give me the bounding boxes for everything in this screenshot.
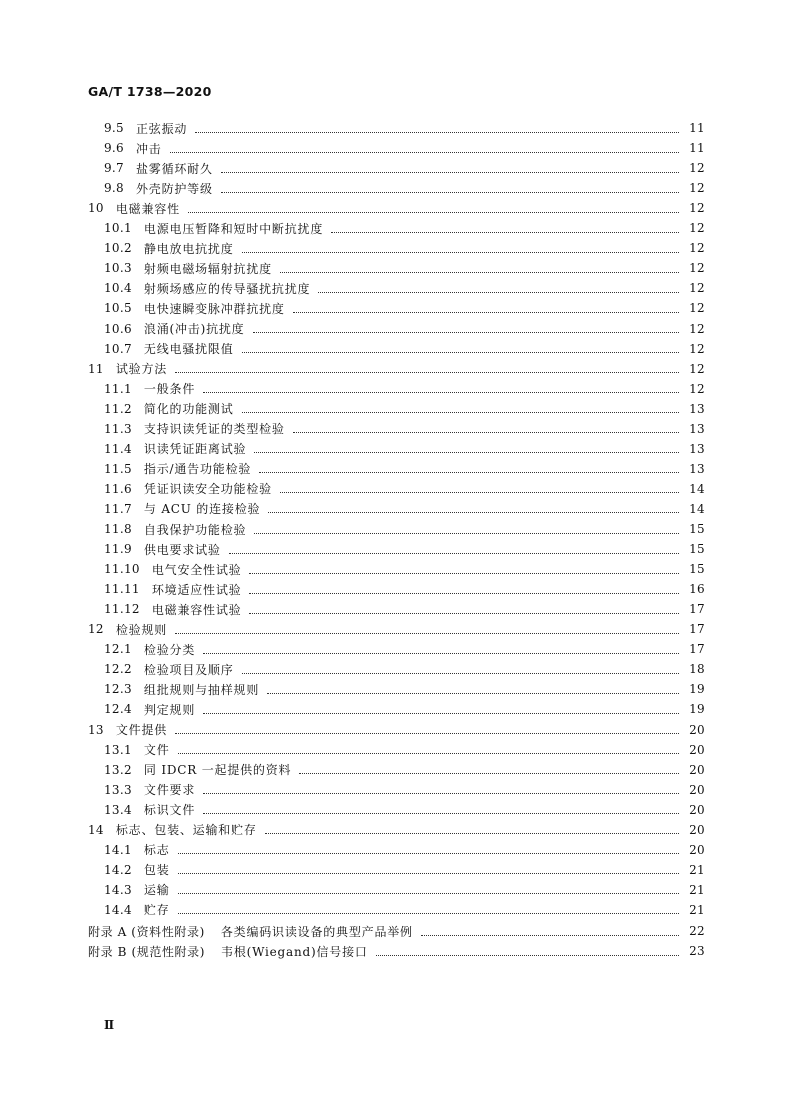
toc-section-entry[interactable]: [0, 741, 792, 759]
toc-entry-number: 11.6: [104, 481, 132, 496]
dot-leader: [249, 573, 679, 574]
toc-entry-page: 12: [689, 261, 705, 276]
toc-entry-title: 文件提供: [115, 723, 168, 737]
toc-entry-title: 电磁兼容性试验: [151, 602, 242, 617]
toc-entry-page: 20: [689, 842, 705, 857]
dot-leader: [175, 633, 679, 634]
toc-section-entry[interactable]: [0, 881, 792, 899]
toc-entry-title: 射频电磁场辐射抗扰度: [143, 261, 272, 276]
toc-entry-page: 20: [689, 762, 705, 777]
toc-section-entry[interactable]: [0, 841, 792, 859]
toc-section-entry[interactable]: [0, 640, 792, 658]
dot-leader: [175, 372, 679, 373]
toc-entry-page: 20: [689, 802, 705, 817]
toc-chapter-entry[interactable]: [0, 821, 792, 839]
toc-entry-title: 冲击: [135, 141, 162, 156]
toc-section-entry[interactable]: [0, 540, 792, 558]
toc-entry-number: 11.3: [104, 421, 132, 436]
toc-section-entry[interactable]: [0, 299, 792, 317]
toc-chapter-entry[interactable]: [0, 721, 792, 739]
toc-entry-number: 9.6: [104, 141, 124, 156]
toc-entry-number: 13.1: [104, 742, 132, 757]
toc-section-entry[interactable]: [0, 320, 792, 338]
toc-entry-title: 检验项目及顺序: [143, 662, 234, 677]
toc-entry-number: 11.9: [104, 542, 132, 557]
dot-leader: [221, 172, 679, 173]
dot-leader: [188, 212, 679, 213]
toc-entry-number: 11.4: [104, 441, 132, 456]
toc-entry-page: 12: [689, 161, 705, 176]
toc-section-entry[interactable]: [0, 380, 792, 398]
dot-leader: [195, 132, 679, 133]
toc-section-entry[interactable]: [0, 219, 792, 237]
toc-entry-title: 电源电压暂降和短时中断抗扰度: [143, 221, 324, 236]
toc-section-entry[interactable]: [0, 480, 792, 498]
dot-leader: [267, 693, 679, 694]
toc-entry-number: 14.1: [104, 842, 132, 857]
toc-entry-title: 标志: [143, 843, 170, 858]
toc-entry-title: 检验规则: [115, 622, 168, 637]
toc-entry-number: 11.5: [104, 461, 132, 476]
toc-entry-page: 15: [689, 522, 705, 536]
toc-entry-page: 13: [689, 401, 705, 416]
toc-entry-number: 12.2: [104, 662, 132, 677]
toc-section-entry[interactable]: [0, 600, 792, 618]
toc-entry-number: 10.1: [104, 221, 132, 236]
toc-entry-page: 17: [689, 602, 705, 617]
toc-section-entry[interactable]: [0, 139, 792, 157]
toc-entry-page: 12: [689, 281, 705, 296]
toc-entry-number: 12.3: [104, 682, 132, 697]
toc-entry-page: 15: [689, 562, 705, 577]
toc-entry-number: 14.3: [104, 882, 132, 897]
toc-appendix-entry[interactable]: [0, 922, 792, 940]
toc-section-entry[interactable]: [0, 680, 792, 698]
toc-entry-page: 19: [689, 702, 705, 717]
toc-entry-page: 13: [689, 421, 705, 436]
dot-leader: [331, 232, 679, 233]
appendix-page: 23: [689, 944, 705, 959]
dot-leader: [376, 955, 679, 956]
dot-leader: [178, 893, 679, 894]
toc-entry-title: 正弦振动: [135, 121, 188, 136]
dot-leader: [203, 392, 679, 393]
toc-entry-number: 14.2: [104, 862, 132, 877]
toc-entry-title: 同 IDCR 一起提供的资料: [143, 763, 292, 778]
dot-leader: [178, 873, 679, 874]
toc-entry-page: 12: [689, 341, 705, 356]
dot-leader: [242, 412, 679, 413]
toc-entry-title: 贮存: [143, 903, 170, 918]
appendix-title: 韦根(Wiegand)信号接口: [221, 944, 368, 959]
dot-leader: [178, 913, 679, 914]
toc-entry-number: 11.8: [104, 522, 132, 536]
toc-entry-title: 浪涌(冲击)抗扰度: [143, 322, 245, 336]
toc-entry-page: 12: [689, 321, 705, 336]
toc-entry-number: 13.4: [104, 802, 132, 817]
toc-entry-page: 13: [689, 441, 705, 456]
toc-entry-page: 21: [689, 902, 705, 917]
toc-entry-title: 电磁兼容性: [115, 201, 180, 216]
dot-leader: [299, 773, 679, 774]
dot-leader: [293, 432, 679, 433]
toc-entry-number: 10.7: [104, 341, 132, 356]
toc-entry-page: 12: [689, 361, 705, 376]
appendix-title: 各类编码识读设备的典型产品举例: [220, 924, 413, 939]
toc-entry-page: 12: [689, 201, 705, 216]
toc-entry-page: 21: [689, 862, 705, 877]
toc-entry-page: 12: [689, 221, 705, 236]
dot-leader: [170, 152, 679, 153]
toc-entry-page: 14: [689, 501, 705, 516]
dot-leader: [178, 853, 679, 854]
toc-section-entry[interactable]: [0, 159, 792, 177]
toc-entry-title: 试验方法: [115, 362, 168, 377]
dot-leader: [242, 352, 679, 353]
dot-leader: [249, 613, 679, 614]
dot-leader: [280, 492, 679, 493]
toc-entry-number: 11.11: [104, 582, 140, 597]
toc-section-entry[interactable]: [0, 279, 792, 297]
toc-section-entry[interactable]: [0, 801, 792, 819]
dot-leader: [203, 713, 679, 714]
dot-leader: [293, 312, 679, 313]
toc-entry-page: 12: [689, 301, 705, 316]
toc-entry-title: 支持识读凭证的类型检验: [143, 422, 285, 437]
toc-entry-number: 14: [88, 822, 104, 837]
dot-leader: [175, 733, 679, 734]
toc-entry-number: 12.1: [104, 642, 132, 657]
toc-section-entry[interactable]: [0, 660, 792, 678]
toc-entry-title: 与 ACU 的连接检验: [143, 502, 261, 517]
dot-leader: [254, 452, 679, 453]
toc-entry-title: 运输: [143, 883, 170, 898]
toc-entry-number: 13: [88, 722, 104, 737]
toc-entry-number: 11.7: [104, 501, 132, 516]
toc-section-entry[interactable]: [0, 119, 792, 137]
dot-leader: [229, 553, 679, 554]
toc-entry-title: 电气安全性试验: [151, 562, 242, 577]
document-code-header: GA/T 1738—2020: [88, 84, 212, 99]
toc-entry-title: 凭证识读安全功能检验: [143, 482, 272, 497]
toc-entry-page: 20: [689, 742, 705, 757]
toc-chapter-entry[interactable]: [0, 620, 792, 638]
toc-entry-title: 电快速瞬变脉冲群抗扰度: [143, 301, 285, 316]
toc-section-entry[interactable]: [0, 440, 792, 458]
dot-leader: [221, 192, 679, 193]
toc-entry-title: 标志、包装、运输和贮存: [115, 823, 257, 838]
toc-entry-number: 10.6: [104, 321, 132, 336]
toc-section-entry[interactable]: [0, 861, 792, 879]
dot-leader: [242, 673, 679, 674]
toc-entry-number: 12.4: [104, 702, 132, 717]
toc-section-entry[interactable]: [0, 781, 792, 799]
toc-chapter-entry[interactable]: [0, 360, 792, 378]
dot-leader: [318, 292, 679, 293]
toc-entry-number: 10: [88, 201, 104, 216]
toc-entry-title: 标识文件: [143, 803, 196, 818]
toc-section-entry[interactable]: [0, 580, 792, 598]
toc-section-entry[interactable]: [0, 179, 792, 197]
dot-leader: [268, 512, 679, 513]
toc-entry-number: 9.5: [104, 121, 124, 135]
toc-entry-title: 供电要求试验: [143, 542, 221, 557]
toc-entry-number: 14.4: [104, 902, 132, 917]
toc-entry-title: 一般条件: [143, 382, 196, 397]
toc-entry-page: 16: [689, 582, 705, 597]
toc-entry-number: 10.5: [104, 301, 132, 316]
toc-entry-number: 9.8: [104, 181, 124, 196]
toc-entry-title: 射频场感应的传导骚扰抗扰度: [143, 281, 311, 296]
toc-entry-number: 11.1: [104, 381, 132, 396]
toc-entry-page: 12: [689, 181, 705, 196]
toc-chapter-entry[interactable]: [0, 199, 792, 217]
toc-entry-number: 11.12: [104, 602, 140, 617]
toc-entry-page: 21: [689, 882, 705, 897]
toc-entry-page: 20: [689, 722, 705, 737]
appendix-page: 22: [689, 924, 705, 938]
toc-section-entry[interactable]: [0, 901, 792, 919]
toc-section-entry[interactable]: [0, 560, 792, 578]
toc-entry-title: 外壳防护等级: [135, 181, 213, 196]
toc-entry-number: 11.2: [104, 401, 132, 416]
toc-entry-title: 静电放电抗扰度: [143, 241, 234, 256]
toc-entry-page: 20: [689, 782, 705, 797]
toc-entry-page: 18: [689, 662, 705, 677]
toc-entry-number: 13.2: [104, 762, 132, 777]
toc-entry-page: 13: [689, 461, 705, 476]
toc-entry-page: 11: [689, 141, 705, 156]
toc-section-entry[interactable]: [0, 520, 792, 538]
dot-leader: [253, 332, 680, 333]
toc-entry-title: 简化的功能测试: [143, 402, 234, 417]
toc-section-entry[interactable]: [0, 761, 792, 779]
appendix-label: 附录 B (规范性附录): [88, 944, 206, 959]
dot-leader: [249, 593, 679, 594]
toc-entry-number: 10.3: [104, 261, 132, 276]
toc-entry-title: 文件要求: [143, 783, 196, 798]
toc-entry-title: 检验分类: [143, 642, 196, 657]
toc-entry-number: 11: [88, 361, 104, 376]
toc-entry-page: 12: [689, 381, 705, 396]
dot-leader: [259, 472, 679, 473]
toc-entry-title: 自我保护功能检验: [143, 522, 247, 537]
toc-entry-page: 14: [689, 481, 705, 496]
dot-leader: [203, 793, 679, 794]
toc-entry-page: 11: [689, 121, 705, 135]
toc-entry-number: 13.3: [104, 782, 132, 797]
toc-entry-title: 文件: [143, 743, 170, 758]
toc-entry-page: 17: [689, 622, 705, 637]
page-number-footer: Ⅱ: [104, 1018, 115, 1032]
appendix-label: 附录 A (资料性附录): [88, 924, 205, 939]
dot-leader: [421, 935, 679, 936]
toc-section-entry[interactable]: [0, 340, 792, 358]
toc-entry-title: 组批规则与抽样规则: [143, 682, 260, 697]
toc-entry-page: 12: [689, 241, 705, 256]
toc-section-entry[interactable]: [0, 420, 792, 438]
toc-entry-title: 盐雾循环耐久: [135, 161, 213, 176]
toc-entry-number: 10.4: [104, 281, 132, 296]
toc-entry-title: 无线电骚扰限值: [143, 342, 234, 357]
toc-appendix-entry[interactable]: [0, 942, 792, 960]
dot-leader: [203, 813, 679, 814]
dot-leader: [242, 252, 679, 253]
toc-section-entry[interactable]: [0, 259, 792, 277]
toc-entry-number: 10.2: [104, 241, 132, 256]
dot-leader: [178, 753, 679, 754]
toc-entry-title: 判定规则: [143, 702, 196, 717]
toc-section-entry[interactable]: [0, 460, 792, 478]
toc-entry-page: 15: [689, 542, 705, 557]
toc-entry-title: 环境适应性试验: [151, 582, 242, 597]
toc-entry-page: 20: [689, 822, 705, 837]
dot-leader: [265, 833, 679, 834]
toc-entry-title: 识读凭证距离试验: [143, 442, 247, 457]
toc-entry-title: 指示/通告功能检验: [143, 462, 252, 477]
toc-entry-page: 17: [689, 642, 705, 657]
toc-entry-number: 11.10: [104, 562, 140, 577]
toc-entry-page: 19: [689, 682, 705, 697]
toc-section-entry[interactable]: [0, 400, 792, 418]
toc-entry-number: 12: [88, 622, 104, 637]
toc-entry-number: 9.7: [104, 161, 124, 176]
toc-section-entry[interactable]: [0, 700, 792, 718]
dot-leader: [254, 533, 679, 534]
dot-leader: [203, 653, 679, 654]
toc-section-entry[interactable]: [0, 500, 792, 518]
toc-section-entry[interactable]: [0, 239, 792, 257]
dot-leader: [280, 272, 679, 273]
toc-entry-title: 包装: [143, 863, 170, 878]
